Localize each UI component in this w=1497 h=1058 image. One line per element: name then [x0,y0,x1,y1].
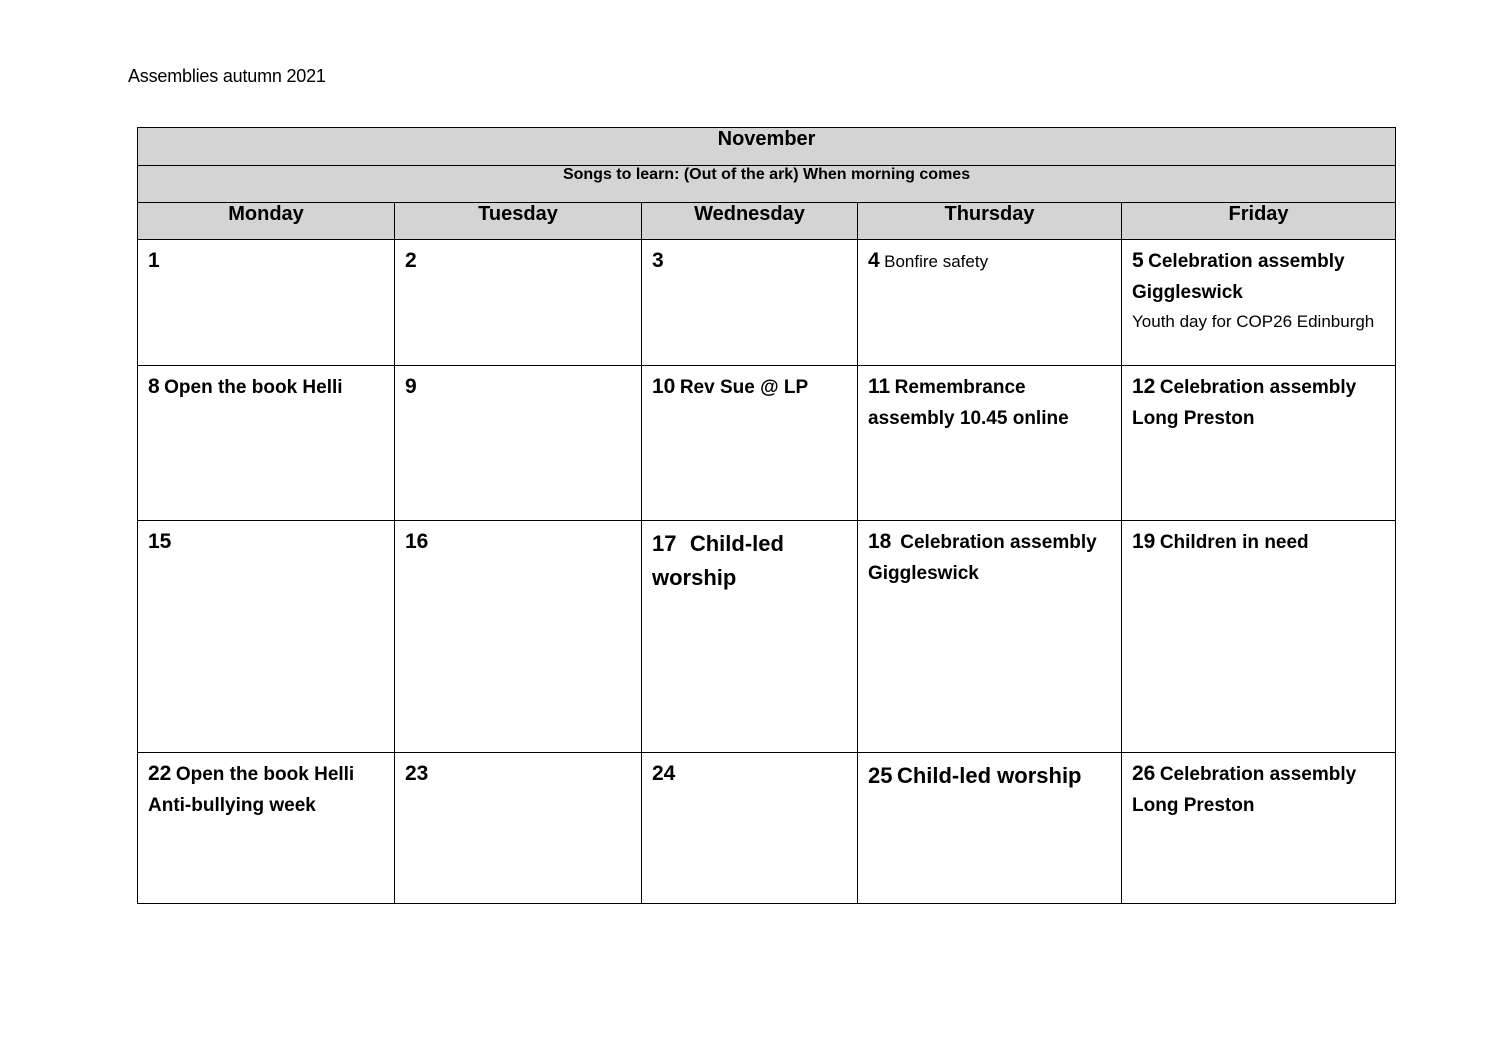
day-number: 3 [652,249,664,272]
day-event: Children in need [1159,532,1309,553]
day-cell [138,240,395,366]
day-number: 24 [652,762,676,785]
day-number: 1 [148,249,160,272]
day-cell [858,366,1122,521]
calendar-table [137,127,1396,904]
day-cell [1122,521,1396,753]
day-cell [1122,366,1396,521]
day-number: 12 [1132,375,1156,398]
day-event: Celebration assembly Long Preston [1132,377,1357,429]
day-event: Open the book Helli [164,377,343,398]
day-cell [395,240,642,366]
day-cell [395,521,642,753]
day-number: 8 [148,375,160,398]
day-number: 16 [405,530,429,553]
day-event: Remembrance assembly 10.45 online [868,377,1069,429]
day-number: 5 [1132,249,1144,272]
day-number: 26 [1132,762,1156,785]
day-number: 22 [148,762,172,785]
day-event: Celebration assembly Giggleswick [1132,251,1345,303]
day-cell [642,366,858,521]
week-row [138,366,1396,521]
day-cell [138,521,395,753]
day-header-friday: Friday [1122,203,1396,240]
day-event-secondary: Anti-bullying week [148,795,316,816]
day-cell [642,240,858,366]
day-number: 23 [405,762,429,785]
day-cell [642,521,858,753]
day-header-thursday: Thursday [858,203,1122,240]
week-row [138,521,1396,753]
day-cell [858,240,1122,366]
day-cell [395,753,642,904]
day-event: Celebration assembly Long Preston [1132,764,1357,816]
day-header-tuesday: Tuesday [395,203,642,240]
day-header-wednesday: Wednesday [642,203,858,240]
day-cell [138,753,395,904]
day-cell [138,366,395,521]
day-number: 19 [1132,530,1156,553]
day-event: Open the book Helli [175,764,355,785]
day-event: Rev Sue @ LP [679,377,809,398]
day-event: Child-led worship [896,763,1082,788]
day-cell [858,753,1122,904]
day-note: Bonfire safety [884,252,989,271]
day-number: 18 [868,530,892,553]
day-note: Youth day for COP26 Edinburgh [1132,312,1375,331]
day-number: 17 [652,531,677,556]
day-number: 10 [652,375,676,398]
day-cell [1122,753,1396,904]
week-row [138,240,1396,366]
day-number: 2 [405,249,417,272]
day-number: 15 [148,530,172,553]
day-cell [858,521,1122,753]
day-number: 9 [405,375,417,398]
month-header: November [138,128,1396,166]
day-cell [642,753,858,904]
songs-to-learn: Songs to learn: (Out of the ark) When morning comes [138,166,1396,203]
day-event: Child-led worship [652,531,784,590]
day-header-monday: Monday [138,203,395,240]
day-event: Celebration assembly Giggleswick [868,532,1097,584]
day-cell [395,366,642,521]
document-title: Assemblies autumn 2021 [128,66,326,86]
day-cell [1122,240,1396,366]
day-number: 25 [868,763,893,788]
day-number: 11 [868,375,891,398]
day-number: 4 [868,249,880,272]
week-row [138,753,1396,904]
